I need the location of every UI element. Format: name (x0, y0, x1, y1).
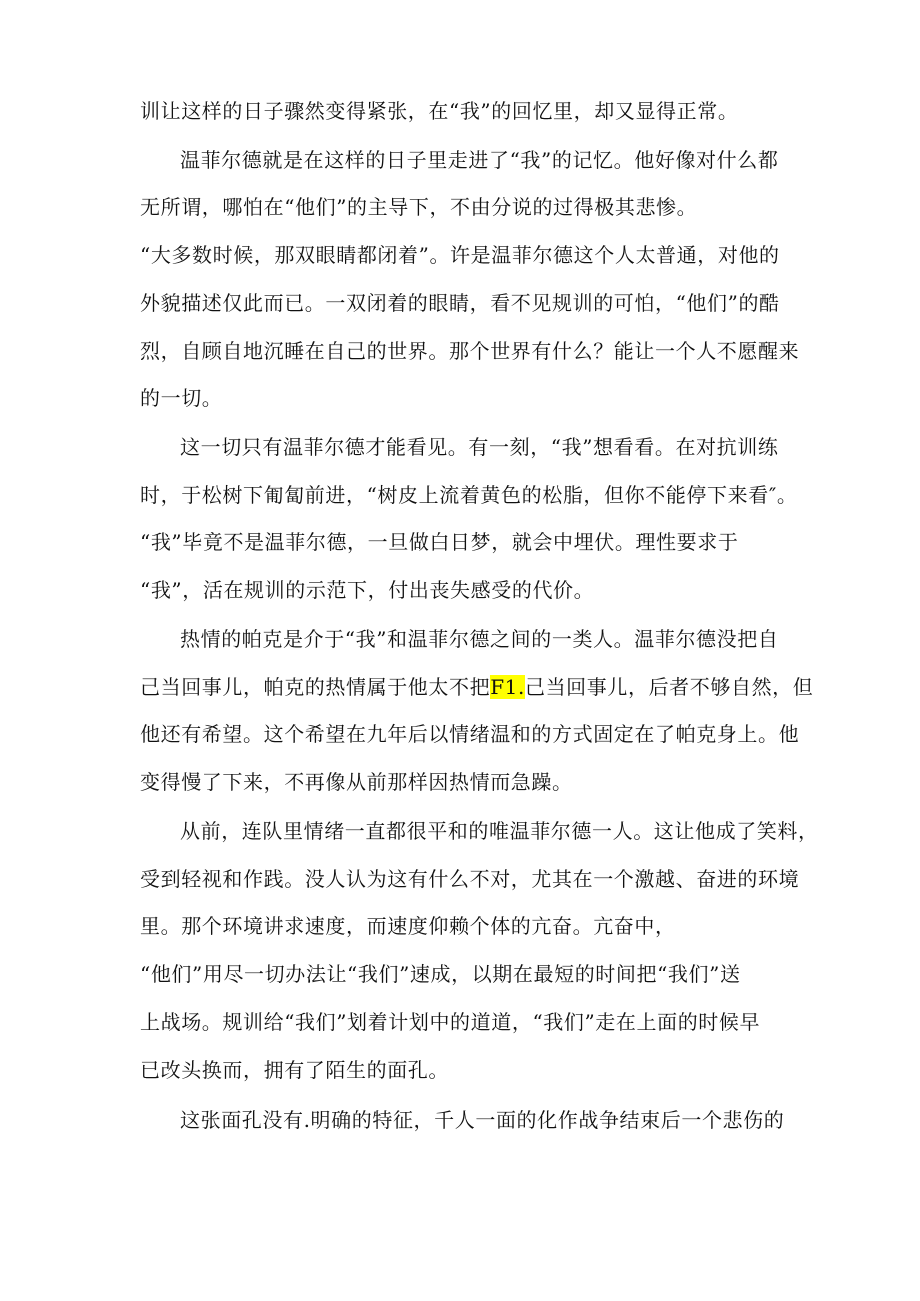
paragraph-start: 热情的帕克是介于“我”和温菲尔德之间的一类人。温菲尔德没把自 (180, 627, 779, 651)
text-line (140, 673, 813, 701)
paragraph-start: 从前，连队里情绪一直都很平和的唯温菲尔德一人。这让他成了笑料， (180, 819, 819, 843)
paragraph-start: 温菲尔德就是在这样的日子里走进了“我”的记忆。他好像对什么都 (180, 148, 779, 172)
text-segment: 己当回事儿，帕克的热情属于他太不把 (140, 675, 491, 699)
text-segment: 己当回事儿，后者不够自然，但 (524, 675, 814, 699)
text-line: 已改头换而，拥有了陌生的面孔。 (140, 1058, 449, 1082)
text-line: 受到轻视和作践。没人认为这有什么不对，尤其在一个激越、奋进的环境 (140, 867, 800, 891)
paragraph-start: 这张面孔没有.明确的特征，千人一面的化作战争结束后一个悲伤的 (180, 1108, 785, 1132)
highlighted-text: F1. (490, 675, 525, 699)
paragraph-start: 这一切只有温菲尔德才能看见。有一刻，“我”想看看。在对抗训练 (180, 435, 779, 459)
paragraph-start: “大多数时候，那双眼睛都闭着”。许是温菲尔德这个人太普通，对他的 (140, 243, 780, 267)
text-line: 变得慢了下来，不再像从前那样因热情而急躁。 (140, 770, 573, 794)
text-line: 烈，自顾自地沉睡在自己的世界。那个世界有什么？能让一个人不愿醒来 (140, 339, 800, 363)
text-line: 他还有希望。这个希望在九年后以情绪温和的方式固定在了帕克身上。他 (140, 722, 800, 746)
text-line: “他们”用尽一切办法让“我们”速成，以期在最短的时间把“我们”送 (140, 962, 741, 986)
text-line: “我”，活在规训的示范下，付出丧失感受的代价。 (140, 578, 595, 602)
text-line: 的一切。 (140, 386, 223, 410)
text-line: “我”毕竟不是温菲尔德，一旦做白日梦，就会中埋伏。理性要求于 (140, 530, 739, 554)
text-line: 上战场。规训给“我们”划着计划中的道道，“我们”走在上面的时候早 (140, 1010, 761, 1034)
text-line: 无所谓，哪怕在“他们”的主导下，不由分说的过得极其悲惨。 (140, 195, 698, 219)
text-line: 训让这样的日子骤然变得紧张，在“我”的回忆里，却又显得正常。 (140, 99, 739, 123)
text-line: 时，于松树下匍匐前进，“树皮上流着黄色的松脂，但你不能停下来看″。 (140, 483, 798, 507)
text-line: 里。那个环境讲求速度，而速度仰赖个体的亢奋。亢奋中， (140, 914, 676, 938)
text-line: 外貌描述仅此而已。一双闭着的眼睛，看不见规训的可怕，“他们”的酷 (140, 291, 780, 315)
